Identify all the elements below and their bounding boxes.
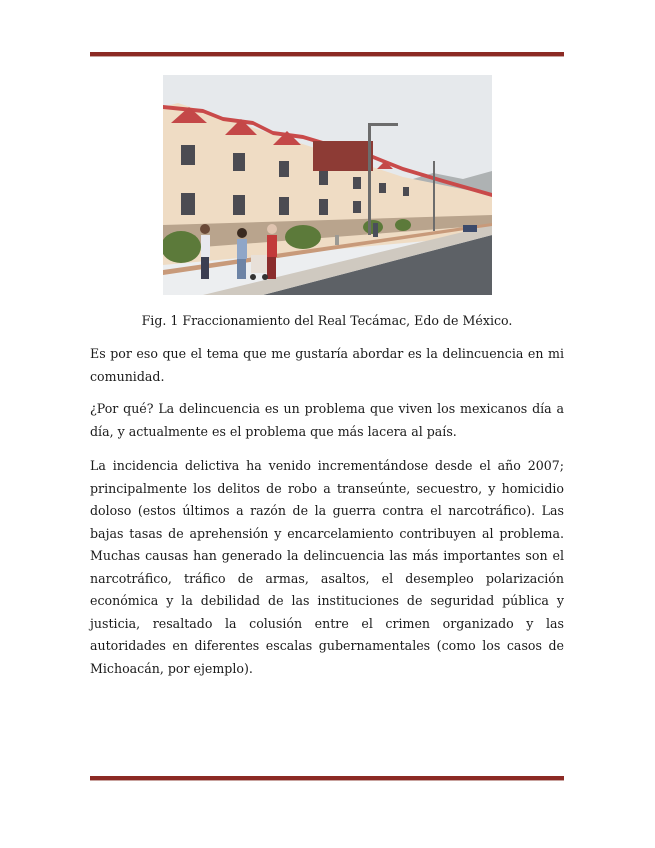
paragraph-why: ¿Por qué? La delincuencia es un problema que viven los mexicanos día a día, y actualmente es el problema que más lacera al país. bbox=[90, 401, 564, 439]
figure-caption: Fig. 1 Fraccionamiento del Real Tecámac, Edo de México. bbox=[141, 313, 513, 328]
footer-rule bbox=[90, 776, 564, 780]
paragraph-intro: Es por eso que el tema que me gustaría abordar es la delincuencia en mi comunidad. bbox=[90, 346, 564, 384]
figure-photo bbox=[163, 75, 492, 295]
housing-street-photo bbox=[163, 75, 492, 295]
paragraph-causes: La incidencia delictiva ha venido incrementándose desde el año 2007; principalmente los delitos de robo a transeúnte, secuestro, y homicidio doloso (estos últimos a razón de la guerra contra el narcotráfico). Las bajas tasas de aprehensión y encarcelamiento contribuyen al problema. Muchas causas han generado la delincuencia las más importantes son el narcotráfico, tráfico de armas, asaltos, el desempleo polarización económica y la debilidad de las instituciones de seguridad pública y justicia, resaltado la colusión entre el crimen organizado y las autoridades en diferentes escalas gubernamentales (como los casos de Michoacán, por ejemplo). bbox=[90, 458, 564, 676]
header-rule bbox=[90, 52, 564, 56]
